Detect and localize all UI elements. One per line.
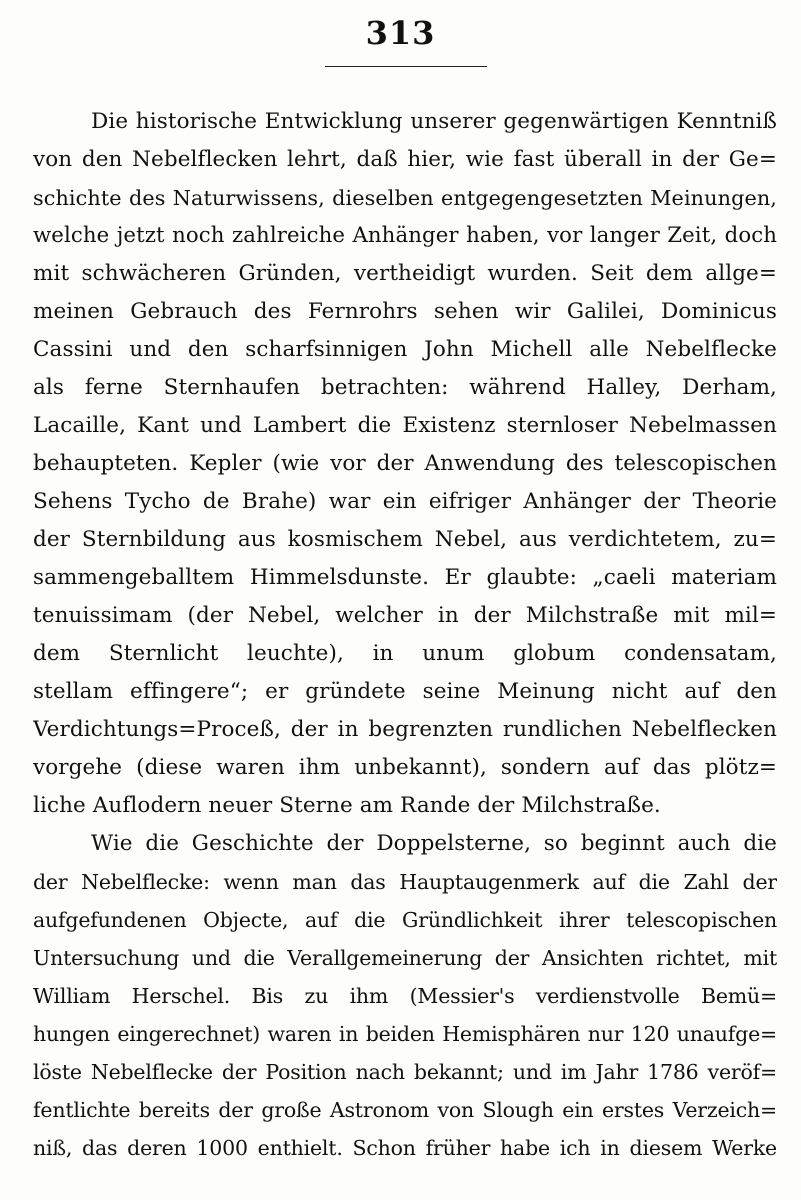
text-line: behaupteten. Kepler (wie vor der Anwendung des telescopischen (33, 451, 777, 476)
text-line: schichte des Naturwissens, dieselben entgegengesetzten Meinungen, (33, 186, 777, 210)
text-line: fentlichte bereits der große Astronom von Slough ein erstes Verzeich= (33, 1098, 777, 1122)
text-line: dem Sternlicht leuchte), in unum globum condensatam, (33, 641, 777, 666)
text-line: Sehens Tycho de Brahe) war ein eifriger Anhänger der Theorie (33, 489, 777, 514)
text-line: niß, das deren 1000 enthielt. Schon früher habe ich in diesem Werke (33, 1136, 777, 1160)
text-line: Verdichtungs=Proceß, der in begrenzten rundlichen Nebelflecken (33, 717, 777, 742)
text-line: stellam effingere“; er gründete seine Meinung nicht auf den (33, 679, 777, 704)
text-line: als ferne Sternhaufen betrachten: während Halley, Derham, (33, 375, 777, 400)
text-line: löste Nebelflecke der Position nach bekannt; und im Jahr 1786 veröf= (33, 1060, 777, 1084)
text-line: aufgefundenen Objecte, auf die Gründlichkeit ihrer telescopischen (33, 908, 777, 932)
text-line: Cassini und den scharfsinnigen John Michell alle Nebelflecke (33, 337, 777, 362)
body-text (33, 103, 777, 1167)
text-line: Untersuchung und die Verallgemeinerung der Ansichten richtet, mit (33, 946, 777, 970)
text-line: Lacaille, Kant und Lambert die Existenz sternloser Nebelmassen (33, 413, 777, 438)
text-line: tenuissimam (der Nebel, welcher in der Milchstraße mit mil= (33, 603, 777, 628)
text-line: meinen Gebrauch des Fernrohrs sehen wir Galilei, Dominicus (33, 299, 777, 324)
paragraph-1 (33, 103, 777, 825)
header-rule (325, 66, 487, 67)
text-line: Wie die Geschichte der Doppelsterne, so beginnt auch die (91, 831, 777, 856)
text-line: sammengeballtem Himmelsdunste. Er glaubte: „caeli materiam (33, 565, 777, 590)
paragraph-2 (33, 825, 777, 1167)
text-line: der Sternbildung aus kosmischem Nebel, aus verdichtetem, zu= (33, 527, 777, 552)
text-line: Die historische Entwicklung unserer gegenwärtigen Kenntniß (91, 109, 777, 134)
text-line: hungen eingerechnet) waren in beiden Hemisphären nur 120 unaufge= (33, 1022, 777, 1046)
text-line: welche jetzt noch zahlreiche Anhänger haben, vor langer Zeit, doch (33, 223, 777, 248)
text-line: William Herschel. Bis zu ihm (Messier's verdienstvolle Bemü= (33, 984, 777, 1008)
text-line: von den Nebelflecken lehrt, daß hier, wie fast überall in der Ge= (33, 147, 777, 172)
text-line: liche Auflodern neuer Sterne am Rande der Milchstraße. (33, 793, 661, 818)
page-number: 313 (365, 14, 436, 52)
text-line: der Nebelflecke: wenn man das Hauptaugenmerk auf die Zahl der (33, 870, 777, 894)
text-line: vorgehe (diese waren ihm unbekannt), sondern auf das plötz= (33, 755, 777, 780)
text-line: mit schwächeren Gründen, vertheidigt wurden. Seit dem allge= (33, 261, 777, 286)
